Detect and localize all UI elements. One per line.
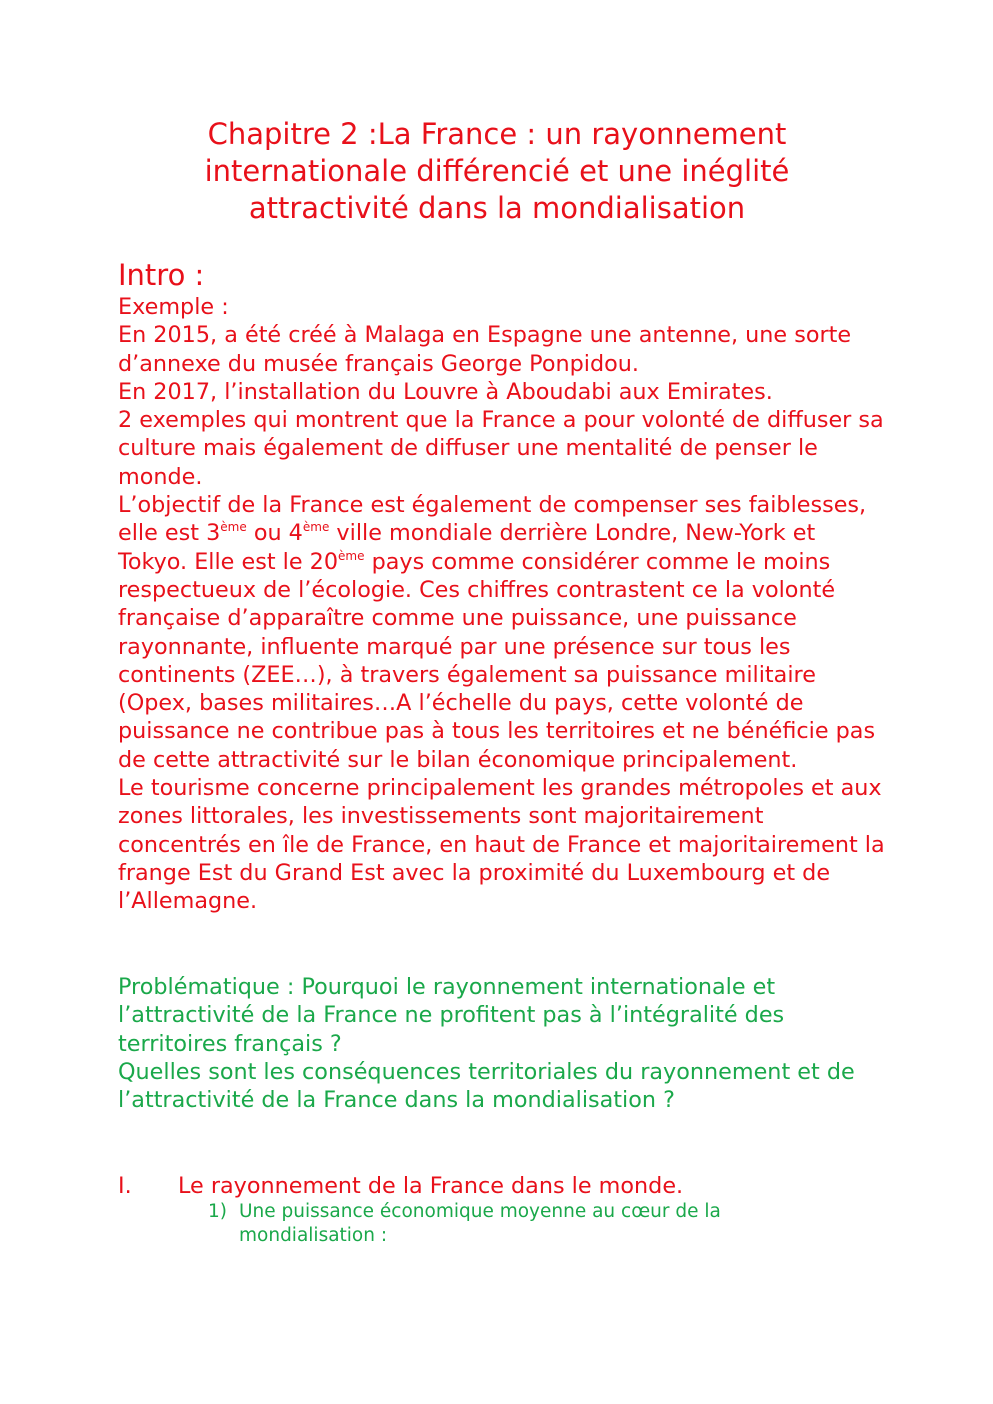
p4-superscript-2: ème — [302, 520, 330, 535]
intro-body — [118, 293, 888, 916]
section-title: Le rayonnement de la France dans le monde. — [178, 1173, 684, 1199]
section-number: I. — [118, 1173, 132, 1199]
p4-text-a: L’objectif de la France est également de compenser ses faiblesses, elle est 3 — [118, 492, 867, 547]
intro-paragraph-5: Le tourisme concerne principalement les grandes métropoles et aux zones littorales, les investissements sont majoritairement concentrés en île de France, en haut de France et majoritairement la frange Est du Grand Est avec la proximité du Luxembourg et de l’Allemagne. — [118, 775, 885, 915]
problematique-question-2: Quelles sont les conséquences territoriales du rayonnement et de l’attractivité de la France dans la mondialisation ? — [118, 1058, 855, 1114]
intro-paragraph-1: En 2015, a été créé à Malaga en Espagne une antenne, une sorte d’annexe du musée français George Ponpidou. — [118, 322, 852, 377]
p4-superscript-1: ème — [220, 520, 247, 535]
chapter-title-line-3: attractivité dans la mondialisation — [248, 191, 746, 225]
chapter-title-line-2: internationale différencié et une inéglité — [204, 154, 790, 188]
chapter-title — [118, 116, 876, 227]
subsection-title: Une puissance économique moyenne au cœur de la mondialisation : — [239, 1201, 721, 1246]
p4-superscript-3: ème — [338, 548, 365, 563]
p4-text-b: ou 4 — [246, 520, 303, 547]
p4-text-d: pays comme considérer comme le moins respectueux de l’écologie. Ces chiffres contrastent ce la volonté française d’apparaître comme une puissance, une puissance rayonnante, influente marqué par une présence sur tous les continents (ZEE…), à travers également sa puissance militaire (Opex, bases militaires…A l’échelle du pays, cette volonté de puissance ne contribue pas à tous les territoires et ne bénéficie pas de cette attractivité sur le bilan économique principalement. — [118, 548, 876, 773]
exemple-label: Exemple : — [118, 294, 229, 320]
intro-paragraph-4 — [118, 491, 888, 774]
problematique-block — [118, 973, 888, 1114]
subsection-number: 1) — [208, 1201, 227, 1222]
intro-heading: Intro : — [118, 258, 205, 292]
problematique-question-1: Problématique : Pourquoi le rayonnement internationale et l’attractivité de la France ne profitent pas à l’intégralité des territoires français ? — [118, 974, 785, 1057]
intro-paragraph-3: 2 exemples qui montrent que la France a pour volonté de diffuser sa culture mais également de diffuser une mentalité de penser le monde. — [118, 407, 884, 490]
p4-text-c: ville mondiale derrière Londre, New-York et Tokyo. Elle est le 20 — [118, 520, 816, 575]
intro-paragraph-2: En 2017, l’installation du Louvre à Aboudabi aux Emirates. — [118, 378, 773, 405]
chapter-title-line-1: Chapitre 2 :La France : un rayonnement — [207, 117, 787, 151]
